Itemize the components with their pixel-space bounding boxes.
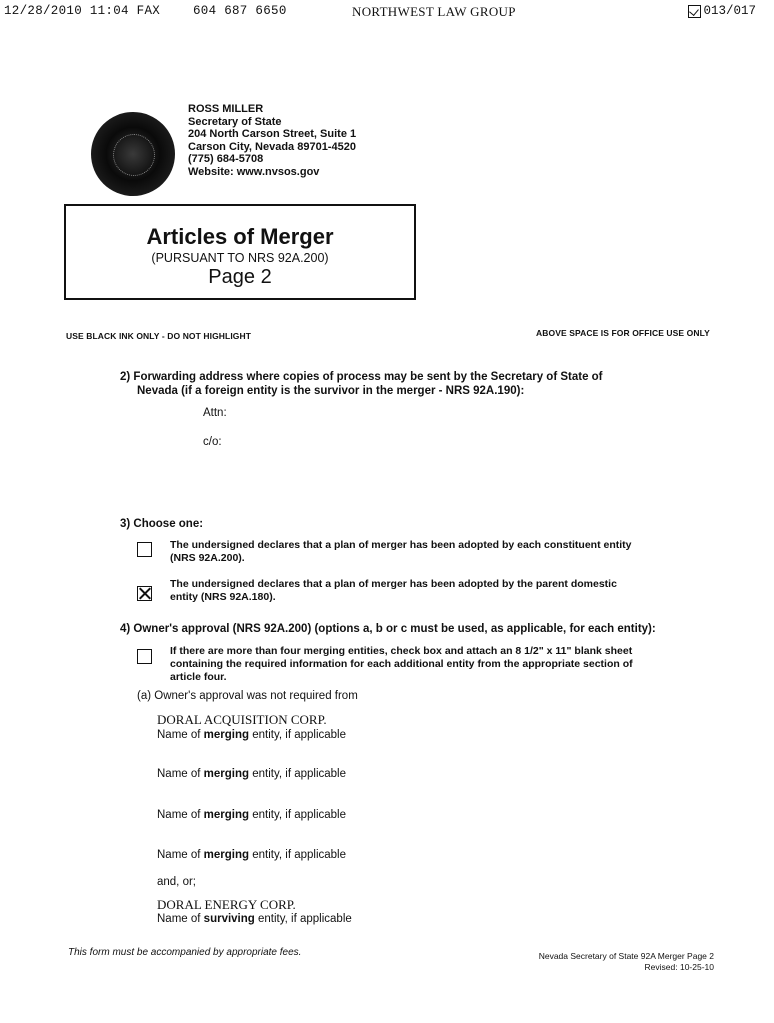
- merging-entity-1-value[interactable]: DORAL ACQUISITION CORP.: [157, 712, 327, 727]
- form-title: Articles of Merger: [146, 224, 334, 249]
- extra-entities-line1: If there are more than four merging entities, check box and attach an 8 1/2" x 11" blank sheet: [170, 645, 633, 657]
- seal-inner-ring: [113, 134, 155, 176]
- co-field[interactable]: [240, 436, 620, 450]
- extra-entities-text: [170, 645, 633, 684]
- footer-form-name: Nevada Secretary of State 92A Merger Page 2: [538, 951, 714, 961]
- merging-entity-2-label: Name of merging entity, if applicable: [157, 768, 346, 780]
- form-page-label: Page 2: [208, 266, 272, 288]
- extra-entities-line3: article four.: [170, 671, 227, 683]
- section4a-heading: (a) Owner's approval was not required from: [137, 690, 358, 702]
- agency-official-title: Secretary of State: [188, 115, 282, 128]
- agency-address-block: [188, 103, 356, 179]
- fax-datetime: 12/28/2010 11:04 FAX: [4, 4, 161, 18]
- ink-notice: USE BLACK INK ONLY - DO NOT HIGHLIGHT: [66, 331, 252, 341]
- footer-revised-date: Revised: 10-25-10: [644, 961, 714, 972]
- agency-street: 204 North Carson Street, Suite 1: [188, 128, 357, 141]
- option2-checkbox[interactable]: [137, 586, 152, 601]
- fax-number: 604 687 6650: [193, 4, 287, 18]
- and-or-text: and, or;: [157, 876, 196, 888]
- form-subtitle: (PURSUANT TO NRS 92A.200): [151, 251, 329, 265]
- option1-text: [170, 539, 632, 565]
- nevada-state-seal: [91, 112, 175, 196]
- surviving-entity-value[interactable]: DORAL ENERGY CORP.: [157, 897, 296, 912]
- merging-entity-1-label: Name of merging entity, if applicable: [157, 729, 346, 741]
- section4-heading: 4) Owner's approval (NRS 92A.200) (options a, b or c must be used, as applicable, for each entity):: [120, 623, 656, 635]
- option2-text: [170, 578, 617, 604]
- merging-entity-4-label: Name of merging entity, if applicable: [157, 849, 346, 861]
- merging-entity-3-label: Name of merging entity, if applicable: [157, 809, 346, 821]
- option1-text-line2: (NRS 92A.200).: [170, 552, 245, 564]
- merging-entity-3-value[interactable]: [157, 792, 457, 806]
- extra-entities-checkbox[interactable]: [137, 649, 152, 664]
- extra-entities-line2: containing the required information for each additional entity from the appropriate section of: [170, 658, 633, 670]
- section3-heading: 3) Choose one:: [120, 518, 204, 530]
- attn-label: Attn:: [203, 407, 227, 419]
- fax-page-number: 013/017: [703, 4, 756, 18]
- form-title-box: [64, 204, 416, 300]
- footer-fee-notice: This form must be accompanied by appropriate fees.: [68, 947, 302, 958]
- section2-heading-line2: Nevada (if a foreign entity is the survivor in the merger - NRS 92A.190):: [137, 384, 525, 397]
- merging-entity-4-value[interactable]: [157, 832, 457, 846]
- option1-text-line1: The undersigned declares that a plan of merger has been adopted by each constituent entity: [170, 539, 632, 551]
- agency-official-name: ROSS MILLER: [188, 103, 264, 115]
- option2-text-line1: The undersigned declares that a plan of merger has been adopted by the parent domestic: [170, 578, 617, 590]
- agency-website: Website: www.nvsos.gov: [188, 165, 320, 178]
- co-label: c/o:: [203, 436, 222, 448]
- office-use-notice: ABOVE SPACE IS FOR OFFICE USE ONLY: [536, 328, 710, 338]
- surviving-entity-label: Name of surviving entity, if applicable: [157, 913, 352, 925]
- option1-checkbox[interactable]: [137, 542, 152, 557]
- section2-heading-line1: 2) Forwarding address where copies of process may be sent by the Secretary of State of: [120, 371, 603, 383]
- agency-city: Carson City, Nevada 89701-4520: [188, 140, 356, 153]
- footer-form-id: [539, 951, 714, 972]
- fax-check-icon: [688, 5, 701, 18]
- agency-phone: (775) 684-5708: [188, 153, 264, 166]
- option2-text-line2: entity (NRS 92A.180).: [170, 591, 276, 603]
- fax-sender: NORTHWEST LAW GROUP: [352, 4, 516, 19]
- attn-field[interactable]: [240, 407, 620, 421]
- fax-type: FAX: [136, 4, 161, 18]
- section2-heading: [120, 371, 603, 398]
- fax-page-indicator: [688, 4, 756, 18]
- merging-entity-2-value[interactable]: [157, 751, 457, 765]
